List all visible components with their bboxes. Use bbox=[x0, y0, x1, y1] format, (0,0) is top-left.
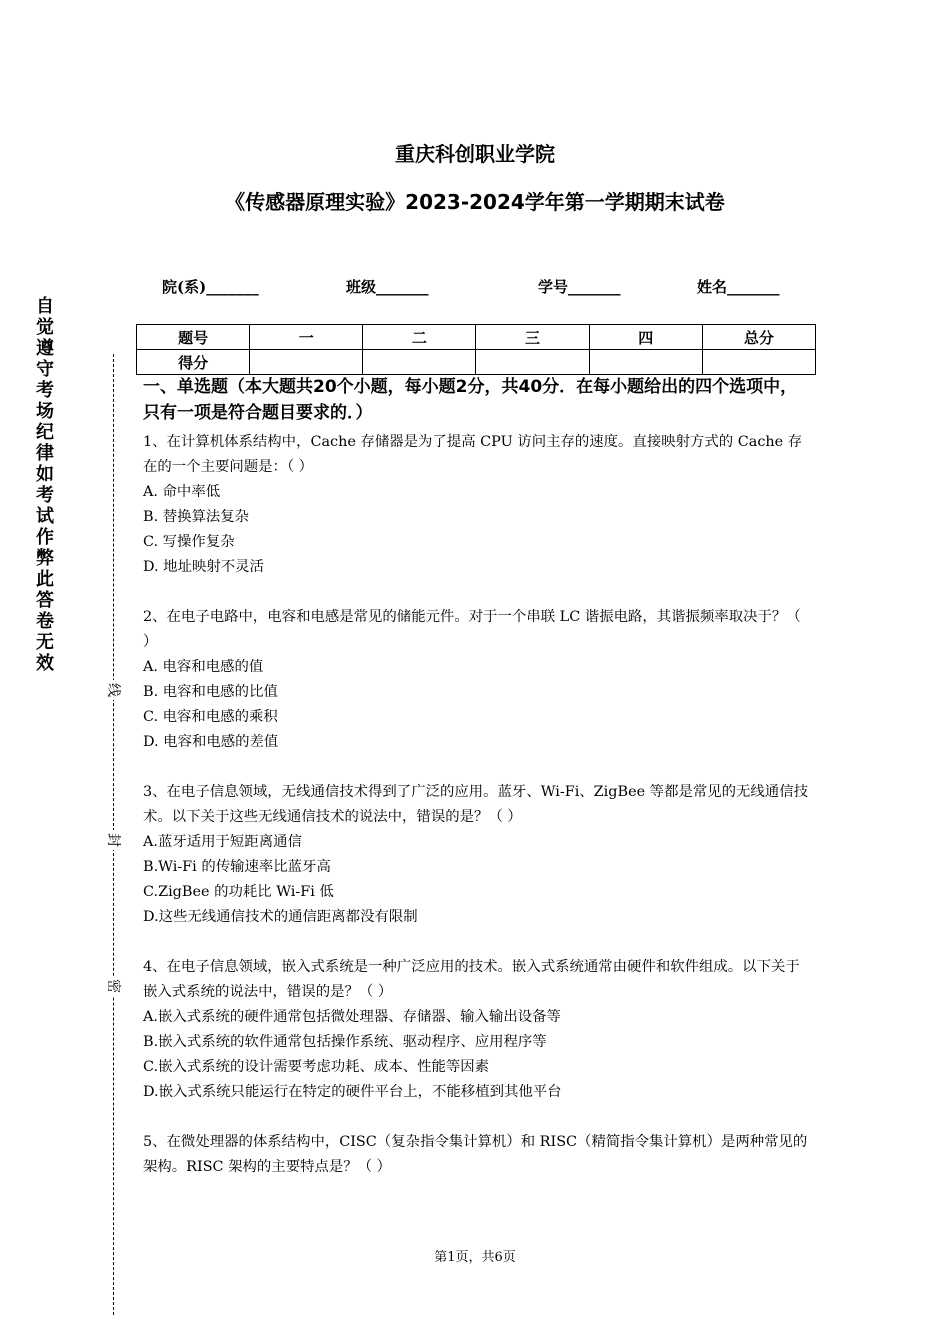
score-cell bbox=[702, 350, 815, 375]
question-stem: 5、在微处理器的体系结构中，CISC（复杂指令集计算机）和 RISC（精简指令集计算机）是两种常见的架构。RISC 架构的主要特点是？（ ） bbox=[143, 1134, 808, 1175]
score-table bbox=[136, 324, 816, 375]
score-cell bbox=[476, 350, 589, 375]
question-option: C.嵌入式系统的设计需要考虑功耗、成本、性能等因素 bbox=[143, 1059, 490, 1075]
binding-secret-label: 密 bbox=[104, 976, 124, 996]
score-table-header-cell: 总分 bbox=[702, 325, 815, 350]
question-option: B.Wi-Fi 的传输速率比蓝牙高 bbox=[143, 859, 331, 875]
score-table-header-cell: 一 bbox=[250, 325, 363, 350]
score-table-score-row bbox=[137, 350, 816, 375]
question-option: B. 替换算法复杂 bbox=[143, 509, 250, 525]
question-option: C.ZigBee 的功耗比 Wi-Fi 低 bbox=[143, 884, 334, 900]
question-spacer bbox=[143, 930, 811, 955]
department-field: 院(系)_______ bbox=[162, 278, 259, 296]
question-option: A.嵌入式系统的硬件通常包括微处理器、存储器、输入输出设备等 bbox=[143, 1009, 561, 1025]
score-table-header-cell: 题号 bbox=[137, 325, 250, 350]
question-spacer bbox=[143, 755, 811, 780]
question-option: A. 电容和电感的值 bbox=[143, 659, 264, 675]
name-field: 姓名_______ bbox=[697, 278, 780, 296]
score-table-header-row bbox=[137, 325, 816, 350]
score-table-header-cell: 四 bbox=[589, 325, 702, 350]
question-option: A. 命中率低 bbox=[143, 484, 221, 500]
question-spacer bbox=[143, 1105, 811, 1130]
class-field: 班级_______ bbox=[346, 278, 429, 296]
question-option: D.这些无线通信技术的通信距离都没有限制 bbox=[143, 909, 418, 925]
question-spacer bbox=[143, 580, 811, 605]
score-cell bbox=[250, 350, 363, 375]
binding-seal-label: 封 bbox=[104, 830, 124, 850]
score-row-label: 得分 bbox=[137, 350, 250, 375]
question-stem: 4、在电子信息领域，嵌入式系统是一种广泛应用的技术。嵌入式系统通常由硬件和软件组成。以下关于嵌入式系统的说法中，错误的是？（ ） bbox=[143, 959, 800, 1000]
school-name: 重庆科创职业学院 bbox=[395, 142, 555, 166]
question-option: D. 电容和电感的差值 bbox=[143, 734, 279, 750]
question-option: B.嵌入式系统的软件通常包括操作系统、驱动程序、应用程序等 bbox=[143, 1034, 547, 1050]
score-cell bbox=[363, 350, 476, 375]
page-number: 第1页，共6页 bbox=[434, 1250, 516, 1265]
question-stem: 1、在计算机体系结构中，Cache 存储器是为了提高 CPU 访问主存的速度。直接映射方式的 Cache 存在的一个主要问题是：（ ） bbox=[143, 434, 803, 475]
question-option: B. 电容和电感的比值 bbox=[143, 684, 278, 700]
question-section bbox=[143, 374, 811, 1180]
question-option: C. 写操作复杂 bbox=[143, 534, 235, 550]
question-option: D. 地址映射不灵活 bbox=[143, 559, 264, 575]
question-option: C. 电容和电感的乘积 bbox=[143, 709, 278, 725]
question-option: A.蓝牙适用于短距离通信 bbox=[143, 834, 302, 850]
exam-discipline-notice: 自觉遵守考场纪律如考试作弊此答卷无效 bbox=[36, 296, 54, 674]
exam-title: 《传感器原理实验》2023-2024学年第一学期期末试卷 bbox=[225, 190, 725, 214]
question-stem: 3、在电子信息领域，无线通信技术得到了广泛的应用。蓝牙、Wi-Fi、ZigBee 等都是常见的无线通信技术。以下关于这些无线通信技术的说法中，错误的是？（ ） bbox=[143, 784, 808, 825]
question-option: D.嵌入式系统只能运行在特定的硬件平台上，不能移植到其他平台 bbox=[143, 1084, 562, 1100]
score-table-header-cell: 二 bbox=[363, 325, 476, 350]
score-cell bbox=[589, 350, 702, 375]
question-stem: 2、在电子电路中，电容和电感是常见的储能元件。对于一个串联 LC 谐振电路，其谐振频率取决于？（ ） bbox=[143, 609, 801, 650]
score-table-header-cell: 三 bbox=[476, 325, 589, 350]
binding-line-label: 线 bbox=[104, 680, 124, 700]
student-id-field: 学号_______ bbox=[538, 278, 621, 296]
section-heading: 一、单选题（本大题共20个小题，每小题2分，共40分．在每小题给出的四个选项中，只有一项是符合题目要求的．） bbox=[143, 377, 798, 423]
